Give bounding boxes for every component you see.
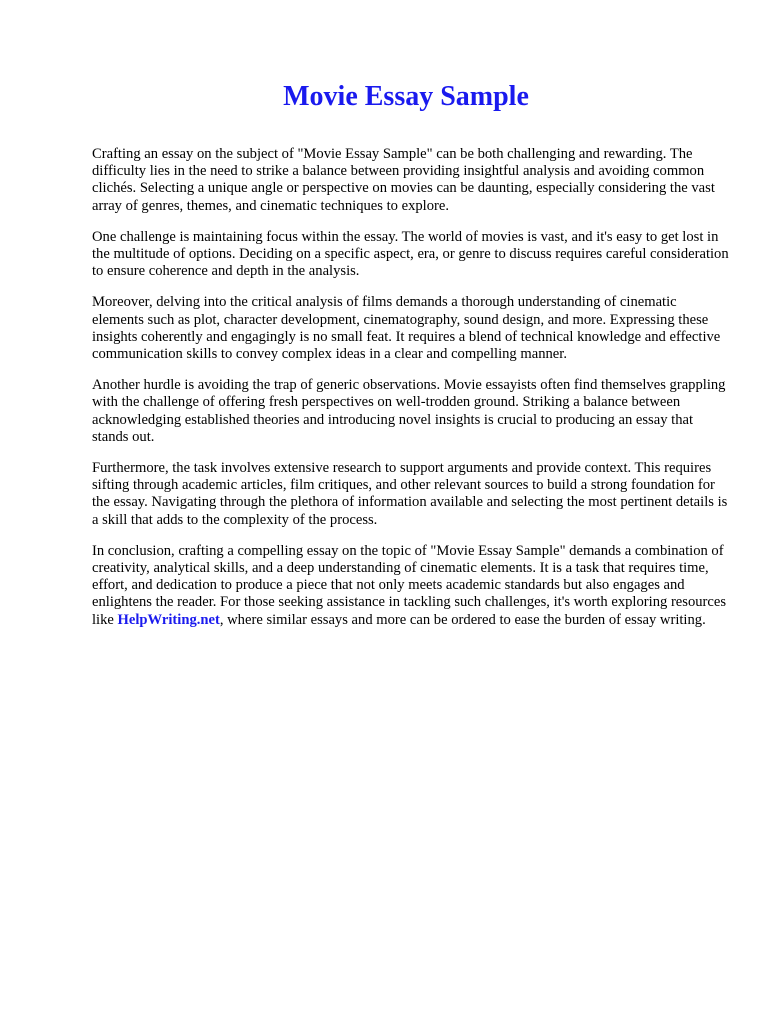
helpwriting-link[interactable]: HelpWriting.net bbox=[117, 611, 220, 628]
paragraph-5: Furthermore, the task involves extensive research to support arguments and provide context. This requires sifting through academic articles, film critiques, and other relevant sources to build a strong foundation for the essay. Navigating through the plethora of information available and selecting the most pertinent details is a skill that adds to the complexity of the process. bbox=[92, 460, 728, 528]
paragraph-1: Crafting an essay on the subject of "Movie Essay Sample" can be both challenging and rewarding. The difficulty lies in the need to strike a balance between providing insightful analysis and avoiding common clichés. Selecting a unique angle or perspective on movies can be daunting, especially considering the vast array of genres, themes, and cinematic techniques to explore. bbox=[92, 146, 715, 214]
essay-body bbox=[92, 146, 732, 643]
page-title: Movie Essay Sample bbox=[283, 81, 529, 112]
paragraph-3: Moreover, delving into the critical analysis of films demands a thorough understanding of cinematic elements such as plot, character development, cinematography, sound design, and more. Expressing these insights coherently and engagingly is no small feat. It requires a blend of technical knowledge and effective communication skills to convey complex ideas in a clear and compelling manner. bbox=[92, 294, 721, 363]
paragraph-conclusion bbox=[92, 543, 732, 629]
conclusion-text-after-link: , where similar essays and more can be ordered to ease the burden of essay writing. bbox=[219, 611, 706, 628]
paragraph-4: Another hurdle is avoiding the trap of generic observations. Movie essayists often find themselves grappling with the challenge of offering fresh perspectives on well-trodden ground. Striking a balance between acknowledging established theories and introducing novel insights is crucial to producing an essay that stands out. bbox=[92, 377, 726, 445]
conclusion-text-before-link: In conclusion, crafting a compelling essay on the topic of "Movie Essay Sample" demands a combination of creativity, analytical skills, and a deep understanding of cinematic elements. It is a task that requires time, effort, and dedication to produce a piece that not only meets academic standards but also engages and enlightens the reader. For those seeking assistance in tackling such challenges, it's worth exploring resources like bbox=[92, 542, 727, 628]
paragraph-2: One challenge is maintaining focus within the essay. The world of movies is vast, and it's easy to get lost in the multitude of options. Deciding on a specific aspect, era, or genre to discuss requires careful consideration to ensure coherence and depth in the analysis. bbox=[92, 228, 729, 280]
